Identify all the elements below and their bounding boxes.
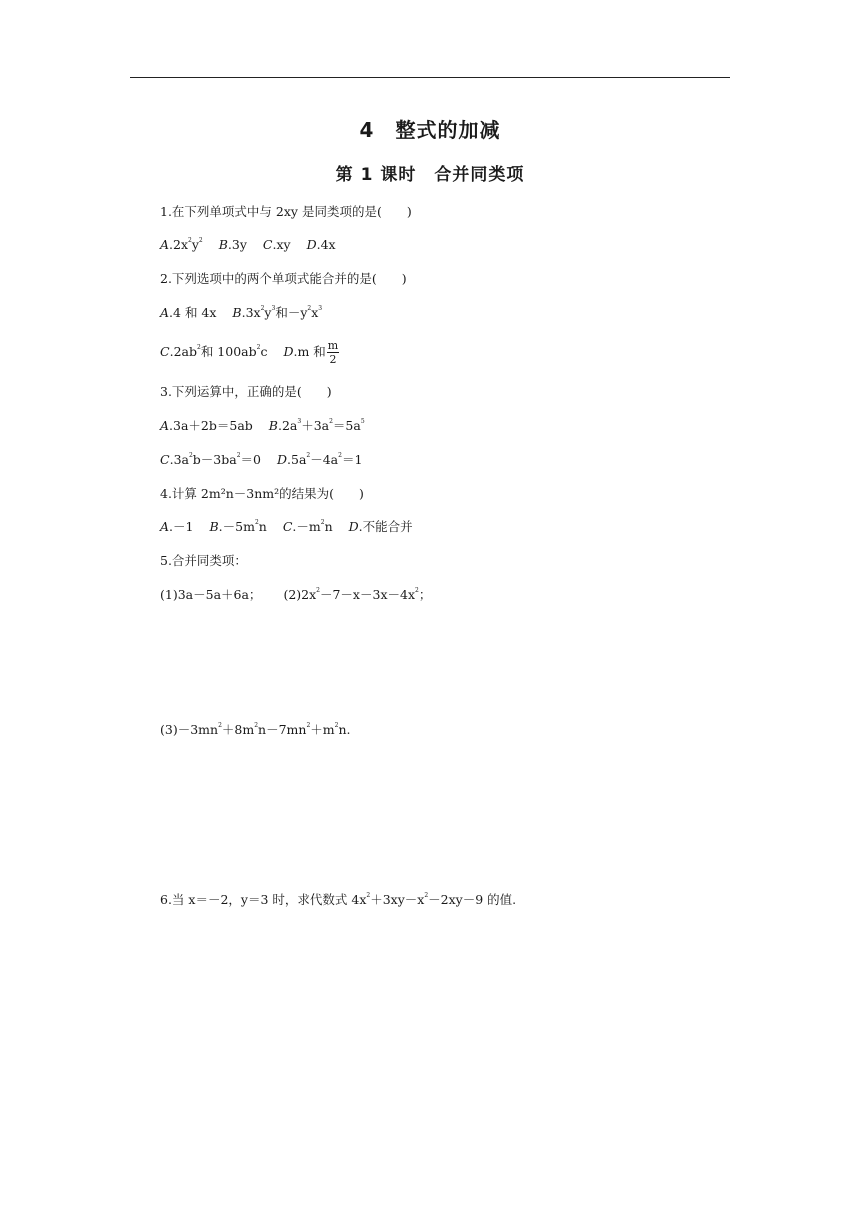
q3-stem: 3.下列运算中，正确的是( ) [160,384,332,399]
q3-option-c: $C.3a^2b-3ba^2=0$ [160,452,261,467]
q6-stem-text: 6.当 x＝－2，y＝3 时，求代数式 $4x^2+3xy-x^2-2xy-9$ 的值. [160,892,517,907]
q4-option-b-text: $-5m^2n$ [222,519,267,534]
lesson-subtitle: 第 1 课时 合并同类项 [335,165,525,185]
header-rule [130,77,730,78]
q3-option-d-text: $5a^2-4a^2=1$ [291,452,363,467]
q1-option-d-text: 4x [320,237,336,252]
q1-options [160,236,348,254]
q3-option-a: A.3a＋2b＝5ab [160,418,253,433]
q2-stem: 2.下列选项中的两个单项式能合并的是( ) [160,271,407,286]
q4-stem: 4.计算 2m²n－3nm²的结果为( ) [160,486,364,501]
q4-option-c: $C.-m^2n$ [282,519,333,534]
q5-parts-row1 [160,586,431,604]
q2-option-d-text: m 和 $\frac{m}{2}$ [297,339,339,366]
q2-options-row2 [160,338,351,366]
q1-option-a-text: $2x^2y^2$ [173,237,203,252]
q4-options [160,518,425,536]
q5-part-3-text: $(3)-3mn^2+8m^2n-7mn^2+m^2n$. [160,722,351,737]
q1-option-a: $A.2x^2y^2$ [160,237,203,252]
q6-stem [160,891,516,909]
q5-part-2: $(2)2x^2-7-x-3x-4x^2$； [283,587,432,602]
q5-stem: 5.合并同类项： [160,553,247,568]
q4-option-d: D.不能合并 [348,519,413,534]
q4-option-b: $B.-5m^2n$ [209,519,267,534]
q2-options-row1 [160,304,334,322]
q2-option-b: $B.3x^2y^3$和$-y^2x^3$ [232,305,323,320]
q2-option-b-text: $3x^2y^3$和$-y^2x^3$ [245,305,323,320]
q5-part-1: (1)3a－5a＋6a； [160,587,262,602]
q2-option-d: D.m 和 $\frac{m}{2}$ [283,339,339,366]
q3-options-row1 [160,417,377,435]
q4-option-a-text: －1 [173,519,194,534]
q3-option-b: $B.2a^3+3a^2=5a^5$ [268,418,365,433]
q3-option-c-text: $3a^2b-3ba^2=0$ [173,452,261,467]
q3-option-b-text: $2a^3+3a^2=5a^5$ [281,418,365,433]
q2-option-c-text: $2ab^2$和 $100ab^2c$ [173,344,268,359]
q3-options-row2 [160,451,374,469]
q4-option-c-text: $-m^2n$ [296,519,333,534]
q1-option-b: B.3y [218,237,247,252]
q1-option-d: D.4x [306,237,336,252]
q1-stem: 1.在下列单项式中与 2xy 是同类项的是( ) [160,204,412,219]
q3-option-d: $D.5a^2-4a^2=1$ [276,452,363,467]
q1-option-c: C.xy [262,237,291,252]
q1-option-b-text: 3y [231,237,247,252]
q4-option-a: A.－1 [160,519,194,534]
q1-option-c-text: xy [276,237,291,252]
q5-part-3 [160,721,351,739]
q3-option-a-text: 3a＋2b＝5ab [173,418,253,433]
section-title: 4 整式的加减 [359,118,501,142]
q2-option-a: A.4 和 4x [160,305,217,320]
q2-option-c: $C.2ab^2$和 $100ab^2c$ [160,344,268,359]
q2-option-a-text: 4 和 4x [173,305,217,320]
fraction-m-over-2: $\frac{m}{2}$ [327,339,339,366]
q4-option-d-text: 不能合并 [362,519,413,534]
